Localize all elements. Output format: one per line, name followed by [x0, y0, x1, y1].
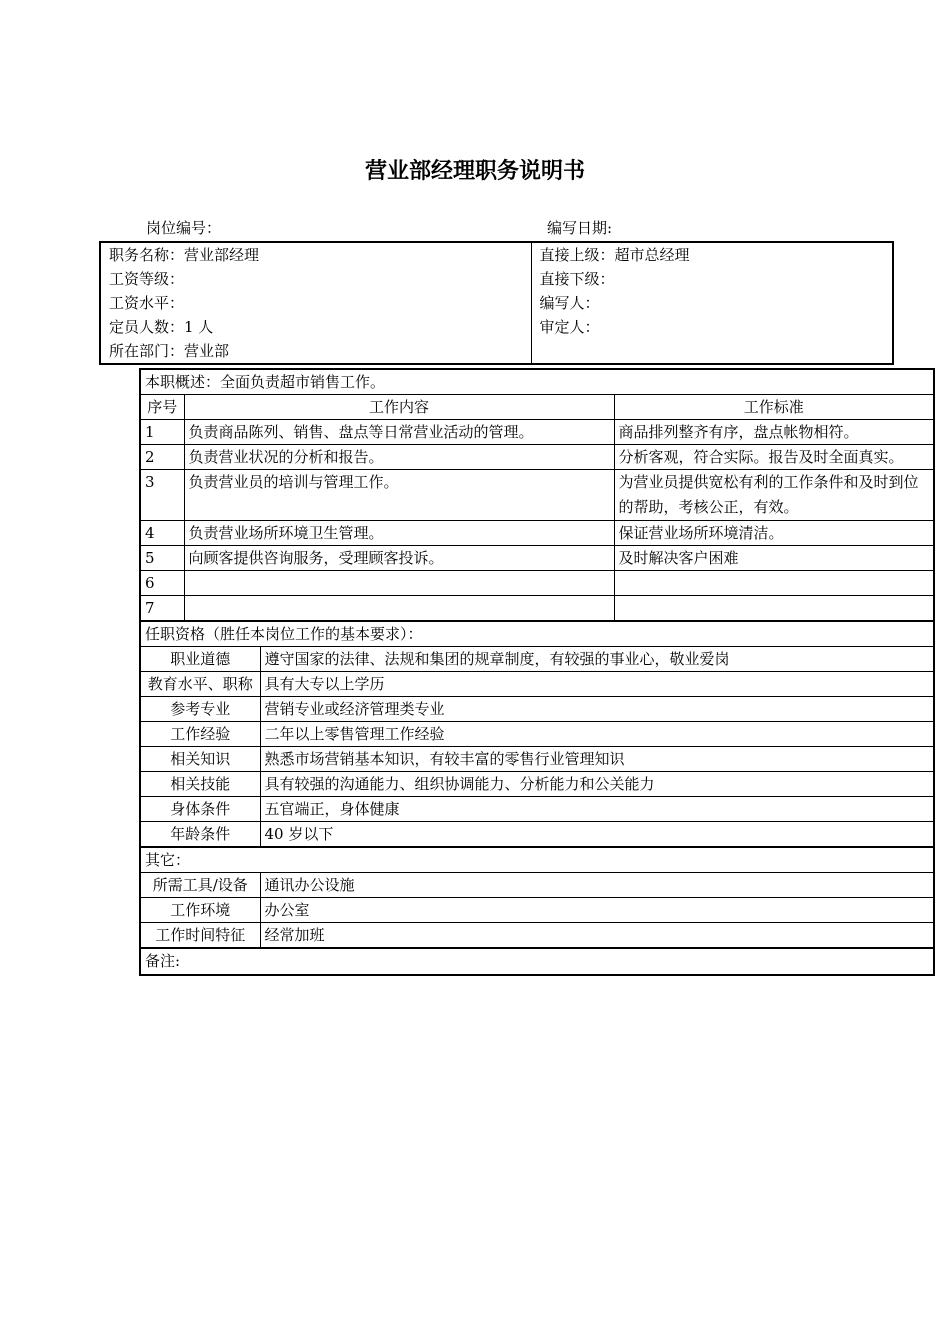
duty-standard — [614, 596, 934, 622]
qualification-label: 相关知识 — [140, 747, 260, 772]
remarks-row — [140, 948, 934, 975]
other-label: 工作时间特征 — [140, 923, 260, 949]
qualification-row — [140, 797, 934, 822]
overview-row — [140, 369, 934, 395]
qualification-row — [140, 822, 934, 848]
qualification-value: 二年以上零售管理工作经验 — [260, 722, 934, 747]
qualification-row — [140, 647, 934, 672]
duty-standard: 分析客观，符合实际。报告及时全面真实。 — [614, 445, 934, 470]
other-row — [140, 898, 934, 923]
direct-superior-field: 直接上级：超市总经理 — [539, 246, 690, 264]
duty-standard: 保证营业场所环境清洁。 — [614, 521, 934, 546]
qualifications-heading: 任职资格（胜任本岗位工作的基本要求）： — [140, 621, 934, 647]
qualification-label: 参考专业 — [140, 697, 260, 722]
duties-header-row — [140, 395, 934, 420]
other-heading: 其它： — [140, 847, 934, 873]
department-field: 所在部门：营业部 — [100, 339, 531, 364]
col-header-seq: 序号 — [140, 395, 184, 420]
table-row — [140, 521, 934, 546]
table-row — [140, 420, 934, 445]
info-empty-cell — [531, 339, 893, 364]
position-number-label: 岗位编号： — [146, 219, 222, 237]
table-row — [140, 546, 934, 571]
qualification-value: 具有大专以上学历 — [260, 672, 934, 697]
duty-content: 向顾客提供咨询服务，受理顾客投诉。 — [184, 546, 614, 571]
info-row — [100, 339, 893, 364]
duty-standard: 为营业员提供宽松有利的工作条件和及时到位的帮助，考核公正，有效。 — [614, 470, 934, 521]
other-label: 工作环境 — [140, 898, 260, 923]
duty-standard: 及时解决客户困难 — [614, 546, 934, 571]
duty-seq: 1 — [140, 420, 184, 445]
qualifications-heading-row — [140, 621, 934, 647]
qualification-row — [140, 747, 934, 772]
qualification-row — [140, 772, 934, 797]
col-header-content: 工作内容 — [184, 395, 614, 420]
other-value: 通讯办公设施 — [260, 873, 934, 898]
duty-standard — [614, 571, 934, 596]
qualification-label: 教育水平、职称 — [140, 672, 260, 697]
other-label: 所需工具/设备 — [140, 873, 260, 898]
duty-standard: 商品排列整齐有序，盘点帐物相符。 — [614, 420, 934, 445]
duty-seq: 7 — [140, 596, 184, 622]
table-row — [140, 596, 934, 622]
compile-date-label: 编写日期: — [547, 219, 613, 237]
other-row — [140, 923, 934, 949]
salary-grade-field: 工资等级： — [100, 267, 531, 291]
headcount-field: 定员人数：1 人 — [100, 315, 531, 339]
overview-cell: 本职概述：全面负责超市销售工作。 — [140, 369, 934, 395]
duty-content: 负责营业场所环境卫生管理。 — [184, 521, 614, 546]
qualification-value: 40 岁以下 — [260, 822, 934, 848]
author-field: 编写人： — [539, 294, 600, 312]
salary-level-field: 工资水平： — [100, 291, 531, 315]
qualification-label: 相关技能 — [140, 772, 260, 797]
info-row — [100, 267, 893, 291]
table-row — [140, 470, 934, 521]
duty-seq: 5 — [140, 546, 184, 571]
duty-content: 负责商品陈列、销售、盘点等日常营业活动的管理。 — [184, 420, 614, 445]
duty-content: 负责营业状况的分析和报告。 — [184, 445, 614, 470]
qualification-value: 熟悉市场营销基本知识，有较丰富的零售行业管理知识 — [260, 747, 934, 772]
duty-seq: 3 — [140, 470, 184, 521]
qualification-value: 五官端正，身体健康 — [260, 797, 934, 822]
other-heading-row — [140, 847, 934, 873]
duty-seq: 2 — [140, 445, 184, 470]
duty-seq: 4 — [140, 521, 184, 546]
remarks-cell: 备注: — [140, 948, 934, 975]
other-value: 经常加班 — [260, 923, 934, 949]
basic-info-table — [99, 241, 894, 365]
qualification-value: 营销专业或经济管理类专业 — [260, 697, 934, 722]
qualification-value: 具有较强的沟通能力、组织协调能力、分析能力和公关能力 — [260, 772, 934, 797]
duty-content — [184, 571, 614, 596]
info-row — [100, 291, 893, 315]
qualification-label: 身体条件 — [140, 797, 260, 822]
qualification-value: 遵守国家的法律、法规和集团的规章制度，有较强的事业心，敬业爱岗 — [260, 647, 934, 672]
qualification-label: 年龄条件 — [140, 822, 260, 848]
info-row — [100, 242, 893, 267]
document-title: 营业部经理职务说明书 — [364, 159, 585, 184]
qualification-row — [140, 722, 934, 747]
table-row — [140, 445, 934, 470]
info-row — [100, 315, 893, 339]
duty-content: 负责营业员的培训与管理工作。 — [184, 470, 614, 521]
other-row — [140, 873, 934, 898]
job-title-field: 职务名称：营业部经理 — [100, 242, 531, 267]
col-header-standard: 工作标准 — [614, 395, 934, 420]
other-value: 办公室 — [260, 898, 934, 923]
qualification-row — [140, 672, 934, 697]
job-description-table — [139, 368, 935, 976]
table-row — [140, 571, 934, 596]
direct-subordinate-field: 直接下级： — [539, 270, 615, 288]
duty-content — [184, 596, 614, 622]
qualification-label: 工作经验 — [140, 722, 260, 747]
qualification-row — [140, 697, 934, 722]
approver-field: 审定人： — [539, 318, 600, 336]
duty-seq: 6 — [140, 571, 184, 596]
qualification-label: 职业道德 — [140, 647, 260, 672]
